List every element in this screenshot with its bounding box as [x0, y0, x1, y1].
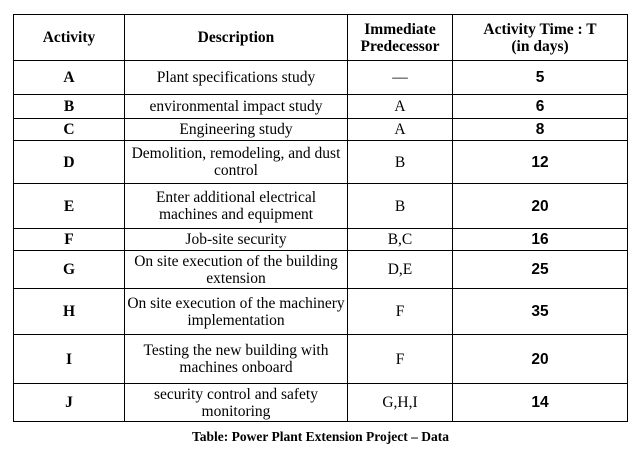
cell-activity: E — [14, 184, 125, 229]
cell-activity: F — [14, 229, 125, 251]
table-header-row — [14, 15, 628, 61]
cell-predecessor: A — [348, 119, 453, 141]
cell-activity: G — [14, 251, 125, 289]
cell-description: security control and safety monitoring — [125, 384, 348, 422]
header-predecessor — [348, 15, 453, 61]
cell-time: 5 — [453, 61, 628, 95]
cell-time: 8 — [453, 119, 628, 141]
cell-description: Job-site security — [125, 229, 348, 251]
cell-description: environmental impact study — [125, 95, 348, 119]
cell-time: 25 — [453, 251, 628, 289]
cell-description: On site execution of the machinery implementation — [125, 289, 348, 335]
cell-activity: B — [14, 95, 125, 119]
cell-time: 12 — [453, 141, 628, 184]
cell-description: Enter additional electrical machines and equipment — [125, 184, 348, 229]
header-activity: Activity — [14, 15, 125, 61]
cell-activity: I — [14, 335, 125, 384]
cell-time: 16 — [453, 229, 628, 251]
table-row — [14, 289, 628, 335]
cell-predecessor: A — [348, 95, 453, 119]
header-time-line2: (in days) — [511, 37, 569, 55]
table-row — [14, 251, 628, 289]
header-time-line1: Activity Time : T — [483, 20, 597, 38]
cell-time: 6 — [453, 95, 628, 119]
cell-activity: H — [14, 289, 125, 335]
cell-predecessor: — — [348, 61, 453, 95]
cell-predecessor: D,E — [348, 251, 453, 289]
cell-description: Testing the new building with machines onboard — [125, 335, 348, 384]
table-row — [14, 229, 628, 251]
header-predecessor-line2: Predecessor — [360, 37, 440, 55]
cell-predecessor: G,H,I — [348, 384, 453, 422]
cell-time: 20 — [453, 184, 628, 229]
cell-time: 14 — [453, 384, 628, 422]
cell-description: Demolition, remodeling, and dust control — [125, 141, 348, 184]
table-row — [14, 95, 628, 119]
table-row — [14, 335, 628, 384]
table-row — [14, 384, 628, 422]
cell-predecessor: B — [348, 184, 453, 229]
project-data-table — [13, 14, 628, 422]
header-time — [453, 15, 628, 61]
cell-description: Engineering study — [125, 119, 348, 141]
header-predecessor-line1: Immediate — [364, 20, 436, 38]
cell-description: Plant specifications study — [125, 61, 348, 95]
table-caption: Table: Power Plant Extension Project – Data — [192, 429, 449, 444]
cell-predecessor: F — [348, 335, 453, 384]
cell-activity: J — [14, 384, 125, 422]
table-row — [14, 61, 628, 95]
cell-predecessor: B,C — [348, 229, 453, 251]
cell-description: On site execution of the building extension — [125, 251, 348, 289]
cell-time: 20 — [453, 335, 628, 384]
header-description: Description — [125, 15, 348, 61]
table-row — [14, 119, 628, 141]
cell-time: 35 — [453, 289, 628, 335]
cell-predecessor: F — [348, 289, 453, 335]
table-row — [14, 141, 628, 184]
cell-activity: C — [14, 119, 125, 141]
cell-predecessor: B — [348, 141, 453, 184]
cell-activity: A — [14, 61, 125, 95]
table-row — [14, 184, 628, 229]
cell-activity: D — [14, 141, 125, 184]
